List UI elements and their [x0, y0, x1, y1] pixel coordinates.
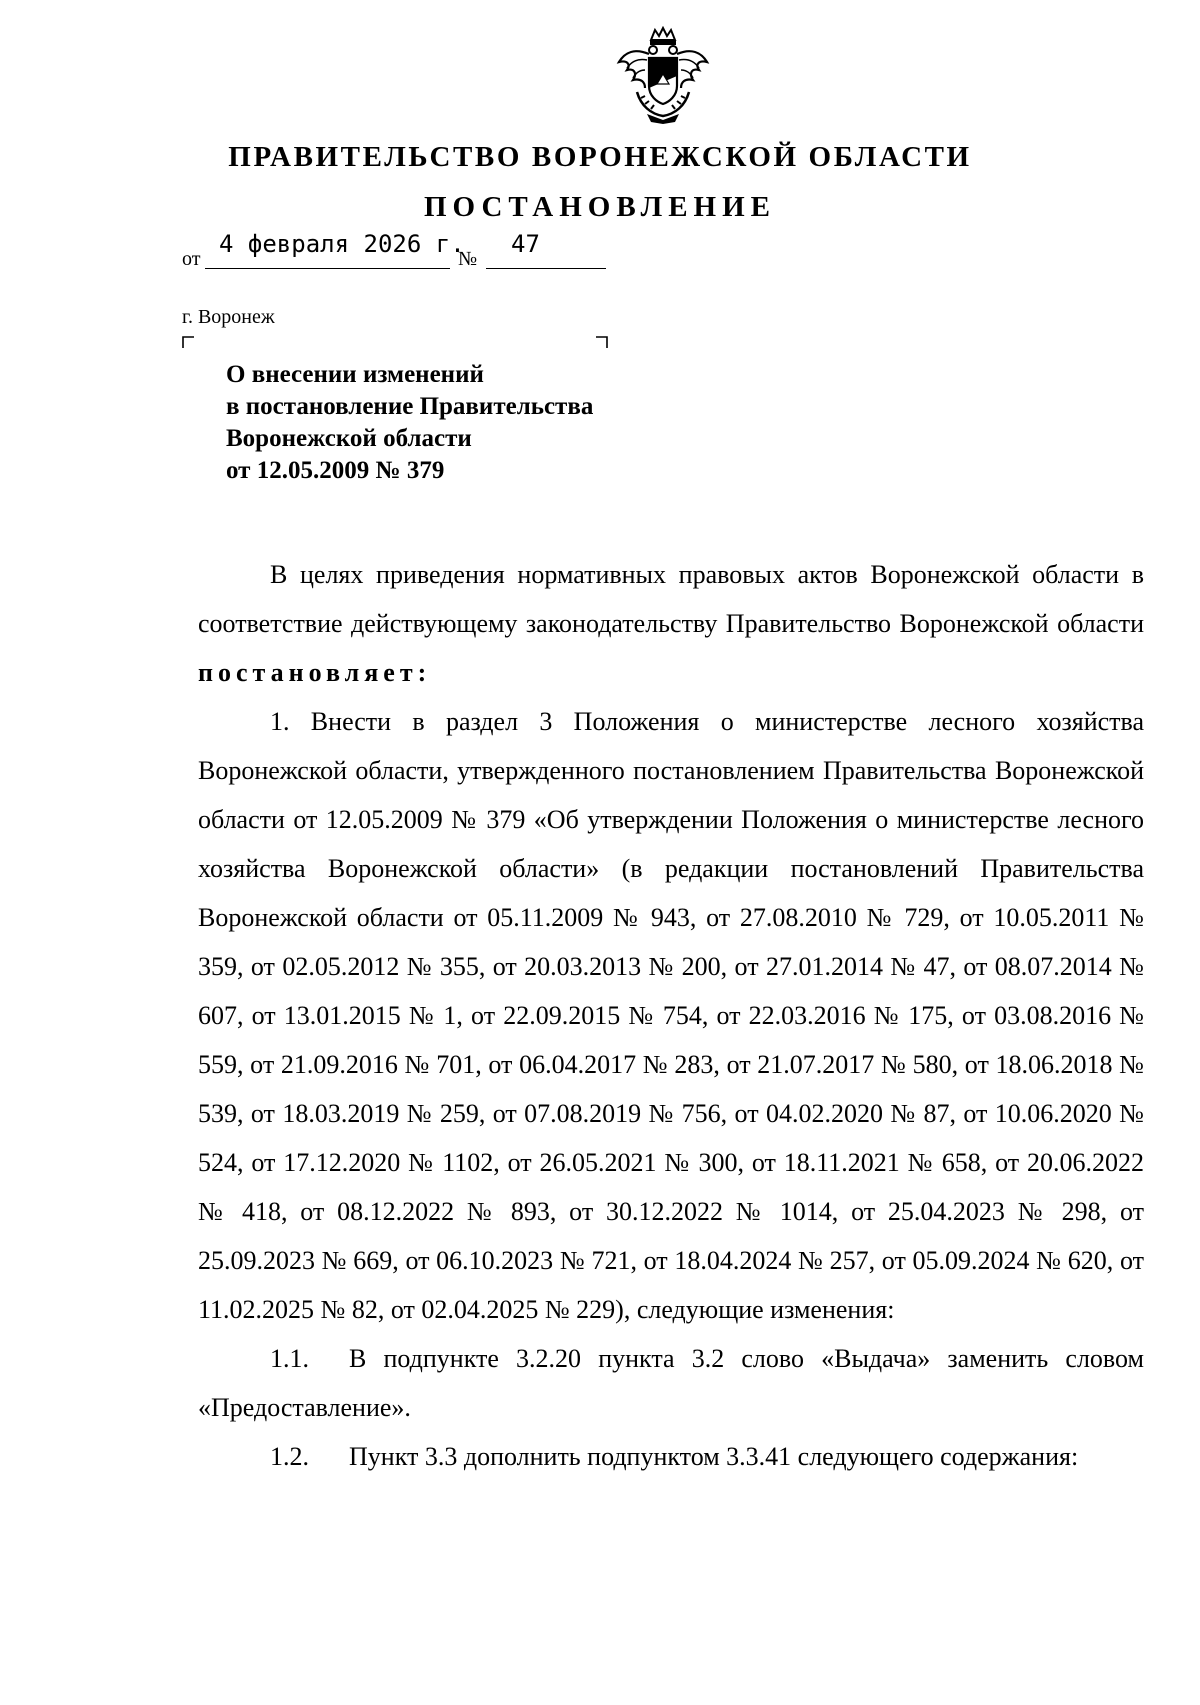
- subject-line: Воронежской области: [226, 425, 472, 452]
- subject-line: О внесении изменений: [226, 361, 484, 388]
- date-underline: [205, 268, 450, 269]
- number-value: 47: [511, 230, 540, 258]
- decree-word: постановляет:: [198, 658, 432, 687]
- subject-line: в постановление Правительства: [226, 393, 594, 420]
- document-subject: [226, 359, 593, 487]
- city-label: г. Воронеж: [182, 306, 275, 328]
- bracket-top-right-icon: [596, 336, 608, 348]
- subject-line: от 12.05.2009 № 379: [226, 457, 445, 484]
- org-title: ПРАВИТЕЛЬСТВО ВОРОНЕЖСКОЙ ОБЛАСТИ: [228, 141, 972, 173]
- item-1-1-number: 1.1.: [270, 1344, 309, 1373]
- date-value: 4 февраля 2026 г.: [219, 230, 465, 258]
- document-type-title: ПОСТАНОВЛЕНИЕ: [423, 191, 776, 223]
- coat-of-arms-icon: [613, 26, 713, 126]
- number-underline: [486, 268, 606, 269]
- date-label: от: [182, 248, 201, 270]
- item-1-2-paragraph: [198, 1432, 1144, 1481]
- item-1-1-paragraph: [198, 1334, 1144, 1432]
- preamble-paragraph: [198, 550, 1144, 697]
- bracket-top-left-icon: [182, 336, 194, 348]
- preamble-text: В целях приведения нормативных правовых актов Воронежской области в соответствие действующему законодательству Правительство Воронежской области: [198, 560, 1144, 638]
- item-1-2-number: 1.2.: [270, 1442, 309, 1471]
- item-1-paragraph: 1. Внести в раздел 3 Положения о министерстве лесного хозяйства Воронежской области, утвержденного постановлением Правительства Воронежской области от 12.05.2009 № 379 «Об утверждении Положения о министерстве лесного хозяйства Воронежской области» (в редакции постановлений Правительства Воронежской области от 05.11.2009 № 943, от 27.08.2010 № 729, от 10.05.2011 № 359, от 02.05.2012 № 355, от 20.03.2013 № 200, от 27.01.2014 № 47, от 08.07.2014 № 607, от 13.01.2015 № 1, от 22.09.2015 № 754, от 22.03.2016 № 175, от 03.08.2016 № 559, от 21.09.2016 № 701, от 06.04.2017 № 283, от 21.07.2017 № 580, от 18.06.2018 № 539, от 18.03.2019 № 259, от 07.08.2019 № 756, от 04.02.2020 № 87, от 10.06.2020 № 524, от 17.12.2020 № 1102, от 26.05.2021 № 300, от 18.11.2021 № 658, от 20.06.2022 № 418, от 08.12.2022 № 893, от 30.12.2022 № 1014, от 25.04.2023 № 298, от 25.09.2023 № 669, от 06.10.2023 № 721, от 18.04.2024 № 257, от 05.09.2024 № 620, от 11.02.2025 № 82, от 02.04.2025 № 229), следующие изменения:: [198, 707, 1144, 1324]
- item-1-1-text: В подпункте 3.2.20 пункта 3.2 слово «Выдача» заменить словом «Предоставление».: [198, 1344, 1144, 1422]
- document-body: [198, 550, 1144, 1481]
- item-1-2-text: Пункт 3.3 дополнить подпунктом 3.3.41 следующего содержания:: [349, 1442, 1079, 1471]
- number-label: №: [458, 248, 478, 270]
